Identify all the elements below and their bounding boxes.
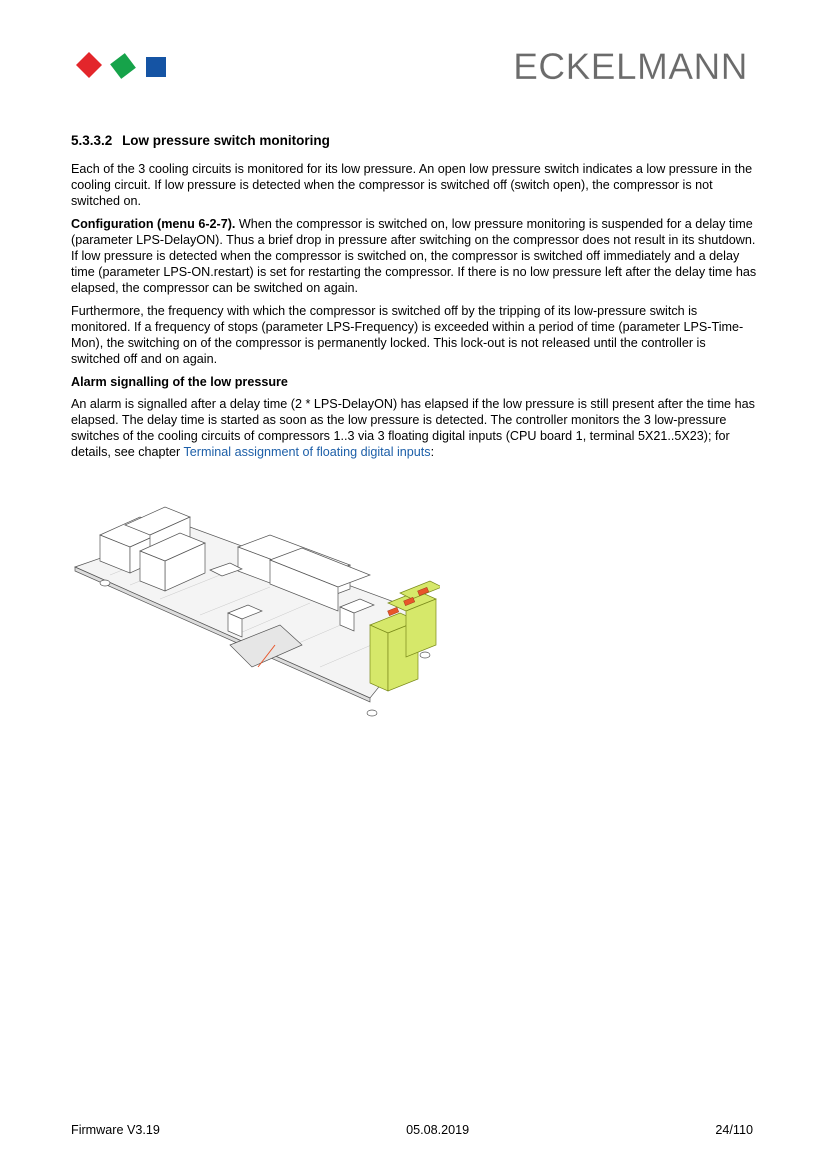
board-foot-1 [100,580,110,586]
logo-green-diamond [108,52,137,80]
configuration-text: When the compressor is switched on, low pressure monitoring is suspended for a delay time (parameter LPS-DelayON). Thus a brief drop in pressure after switching on the compressor does not result in its shutdown. If low pressure is detected when the compressor is switched on, the compressor is switched off immediately and a delay time (parameter LPS-ON.restart) is set for restarting the compressor. If there is no low pressure left after the delay time has elapsed, the compressor can be switched on again. [71,217,757,295]
page-footer [71,1123,753,1137]
paragraph-intro: Each of the 3 cooling circuits is monitored for its low pressure. An open low pressure switch indicates a low pressure in the cooling circuit. If low pressure is detected when the compressor is switched off (switch open), the compressor is not switched on. [71,162,753,208]
alarm-text: An alarm is signalled after a delay time (2 * LPS-DelayON) has elapsed if the low pressure is still present after the time has elapsed. The delay time is started as soon as the low pressure is detected. The controller monitors the 3 low-pressure switches of the cooling circuits of compressors 1..3 via 3 floating digital inputs (CPU board 1, terminal 5X21..5X23); for details, see chapter [71,397,755,459]
terminal-5x21-body [370,625,388,691]
section-heading [71,133,757,148]
terminal-assignment-link[interactable]: Terminal assignment of floating digital inputs [183,445,431,459]
paragraph-alarm [71,396,757,460]
main-content [71,133,757,467]
configuration-label: Configuration (menu 6-2-7). [71,217,236,231]
footer-page-number: 24/110 [715,1123,753,1137]
footer-firmware: Firmware V3.19 [71,1123,160,1137]
company-logo [76,52,168,80]
cpu-board-illustration [70,495,440,730]
logo-red-diamond [76,52,102,78]
footer-date: 05.08.2019 [406,1123,470,1137]
board-foot-2 [367,710,377,716]
alarm-text-end: : [430,445,435,459]
paragraph-configuration [71,216,757,296]
alarm-subheading: Alarm signalling of the low pressure [71,375,288,389]
section-title: Low pressure switch monitoring [122,133,330,148]
section-number: 5.3.3.2 [71,133,113,148]
logo-blue-square [146,57,166,77]
board-foot-3 [420,652,430,658]
paragraph-frequency: Furthermore, the frequency with which the compressor is switched off by the tripping of its low-pressure switch is monitored. If a frequency of stops (parameter LPS-Frequency) is exceeded within a period of time (parameter LPS-Time-Mon), the switching on of the compressor is permanently locked. This lock-out is not released until the controller is switched off and on again. [71,304,744,366]
brand-name: ECKELMANN [513,46,748,87]
